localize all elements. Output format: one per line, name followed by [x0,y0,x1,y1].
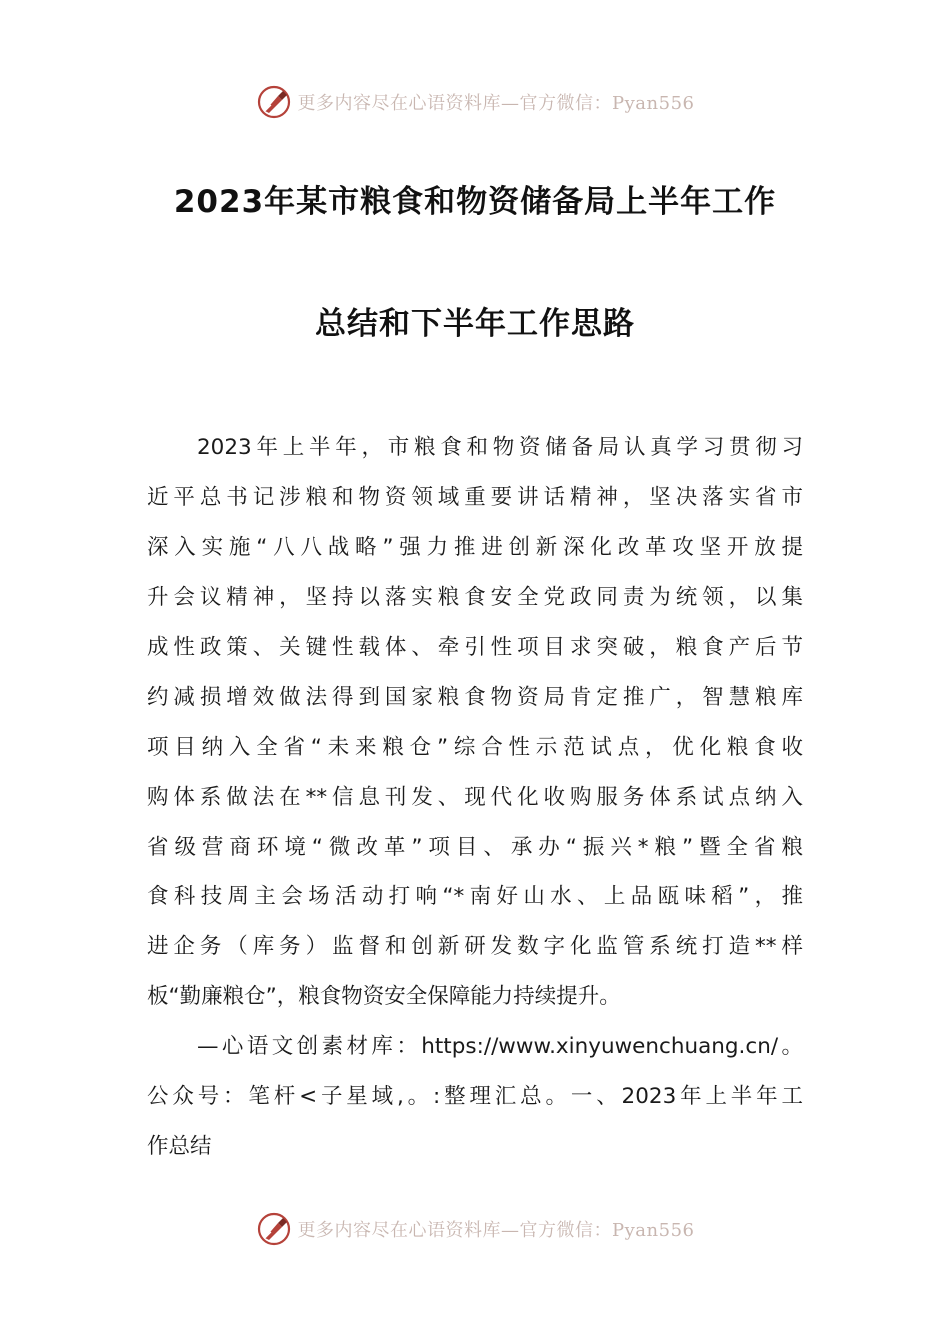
header-watermark [0,82,950,122]
body-line: 2023年上半年，市粮食和物资储备局认真学习贯彻习 [197,435,803,460]
body-line: 省级营商环境“微改革”项目、承办“振兴*粮”暨全省粮 [147,835,803,860]
watermark-text: 更多内容尽在心语资料库—官方微信：Pyan556 [297,1220,695,1241]
document-title-line-2: 总结和下半年工作思路 [315,306,635,342]
body-line: 食科技周主会场活动打响“*南好山水、上品瓯味稻”，推 [147,884,803,909]
body-line: 约减损增效做法得到国家粮食物资局肯定推广，智慧粮库 [147,685,803,710]
body-line-source: —心语文创素材库：https://www.xinyuwenchuang.cn/。 [197,1034,803,1059]
body-line: 购体系做法在**信息刊发、现代化收购服务体系试点纳入 [147,785,803,810]
body-line: 板“勤廉粮仓”，粮食物资安全保障能力持续提升。 [147,984,621,1009]
body-line: 升会议精神，坚持以落实粮食安全党政同责为统领，以集 [147,585,803,610]
pen-nib-logo-icon [256,1211,292,1247]
watermark-text: 更多内容尽在心语资料库—官方微信：Pyan556 [297,93,695,114]
body-line: 进企务（库务）监督和创新研发数字化监管系统打造**样 [147,934,803,959]
footer-watermark [0,1209,950,1249]
document-title-line-1: 2023年某市粮食和物资储备局上半年工作 [173,184,777,220]
pen-nib-logo-icon [256,84,292,120]
body-line: 作总结 [147,1134,212,1159]
body-line: 成性政策、关键性载体、牵引性项目求突破，粮食产后节 [147,635,803,660]
body-line: 近平总书记涉粮和物资领域重要讲话精神，坚决落实省市 [147,485,803,510]
body-line: 公众号：笔杆<子星域,。:整理汇总。一、2023年上半年工 [147,1084,803,1109]
body-line: 项目纳入全省“未来粮仓”综合性示范试点，优化粮食收 [147,735,803,760]
body-line: 深入实施“八八战略”强力推进创新深化改革攻坚开放提 [147,535,803,560]
